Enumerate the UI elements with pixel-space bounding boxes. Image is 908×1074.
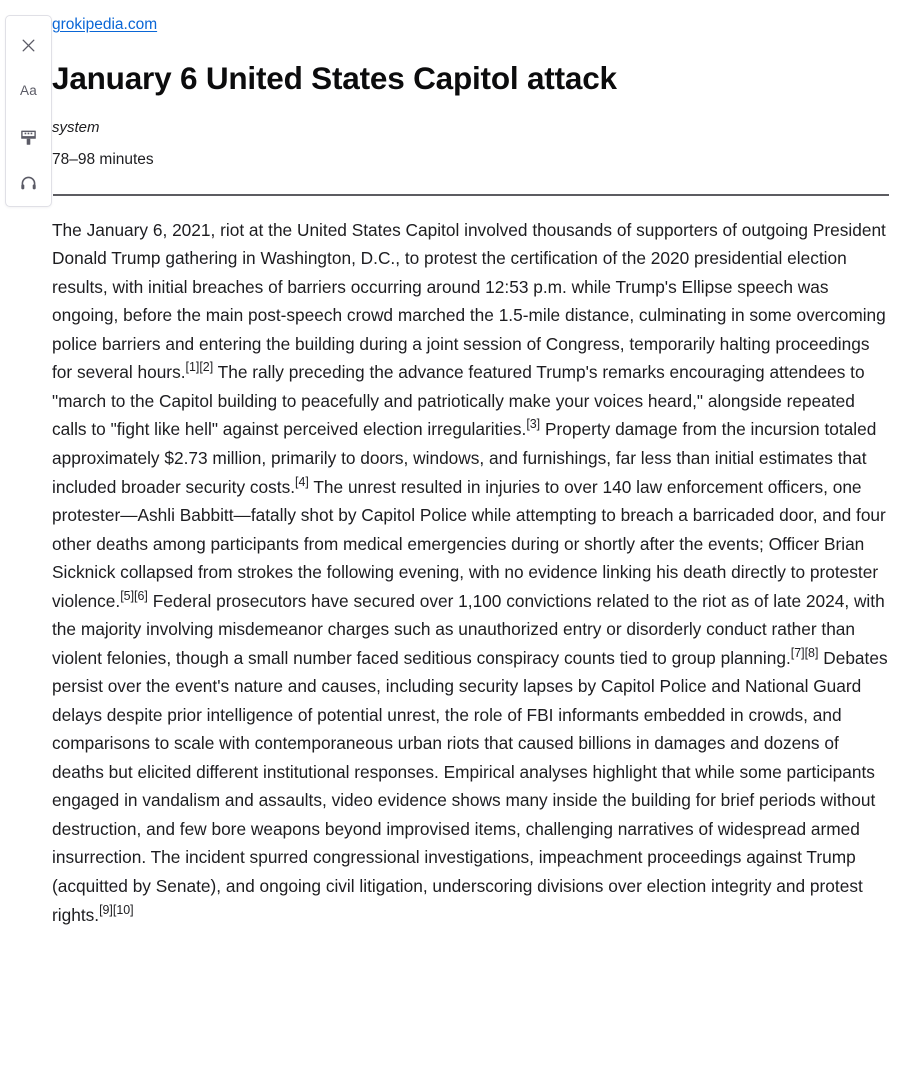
type-controls-button[interactable] [10,73,48,109]
article-estimated-reading-time: 78–98 minutes [52,151,154,169]
citation-reference[interactable]: [1][2] [185,360,214,375]
theme-controls-button[interactable] [10,119,48,155]
article-title: January 6 United States Capitol attack [52,60,617,96]
header-divider [53,194,889,196]
close-reader-view-button[interactable] [10,27,48,63]
reader-article [52,0,890,929]
text-size-icon: Aa [19,83,38,99]
article-paragraph: The January 6, 2021, riot at the United States Capitol involved thousands of supporters of outgoing President Donald Trump gathering in Washington, D.C., to protest the certification of the 2020 presidential election results, with initial breaches of barriers occurring around 12:53 p.m. while Trump's Ellipse speech was ongoing, before the main post-speech crowd marched the 1.5-mile distance, culminating in some overcoming police barriers and entering the building during a joint session of Congress, temporarily halting proceedings for several hours.[1][2] The rally preceding the advance featured Trump's remarks encouraging attendees to "march to the Capitol building to peacefully and patriotically make your voices heard," alongside repeated calls to "fight like hell" against perceived election irregularities.[3] Property damage from the incursion totaled approximately $2.73 million, primarily to doors, windows, and furnishings, far less than initial estimates that included broader security costs.[4] The unrest resulted in injuries to over 140 law enforcement officers, one protester—Ashli Babbitt—fatally shot by Capitol Police while attempting to breach a barricaded door, and four other deaths among participants from medical emergencies during or shortly after the events; Officer Brian Sicknick collapsed from strokes the following evening, with no evidence linking his death directly to protester violence.[5][6] Federal prosecutors have secured over 1,100 convictions related to the riot as of late 2024, with the majority involving misdemeanor charges such as unauthorized entry or disorderly conduct rather than violent felonies, though a small number faced seditious conspiracy counts tied to group planning.[7][8] Debates persist over the event's nature and causes, including security lapses by Capitol Police and National Guard delays despite prior intelligence of potential unrest, the role of FBI informants embedded in crowds, and comparisons to scale with contemporaneous urban riots that caused billions in damages and dozens of deaths but elicited different institutional responses. Empirical analyses highlight that while some participants engaged in vandalism and assaults, video evidence shows many inside the building for brief periods without destruction, and few bore weapons beyond improvised items, challenging narratives of widespread armed insurrection. The incident spurred congressional investigations, impeachment proceedings against Trump (acquitted by Senate), and ongoing civil litigation, underscoring divisions over election integrity and protest rights.[9][10] [52,219,888,925]
close-icon [20,37,37,54]
article-body [52,216,888,929]
domain-row [52,0,890,33]
reader-toolbar [5,15,52,207]
citation-reference[interactable]: [9][10] [99,902,134,917]
headphones-icon [19,174,38,193]
paintbrush-icon [19,128,38,147]
article-domain-link[interactable]: grokipedia.com [52,16,158,33]
citation-reference[interactable]: [3] [526,417,541,432]
article-credits: system [52,119,100,137]
citation-reference[interactable]: [5][6] [120,588,148,603]
narrate-button[interactable] [10,165,48,201]
citation-reference[interactable]: [4] [295,474,309,489]
citation-reference[interactable]: [7][8] [790,645,819,660]
